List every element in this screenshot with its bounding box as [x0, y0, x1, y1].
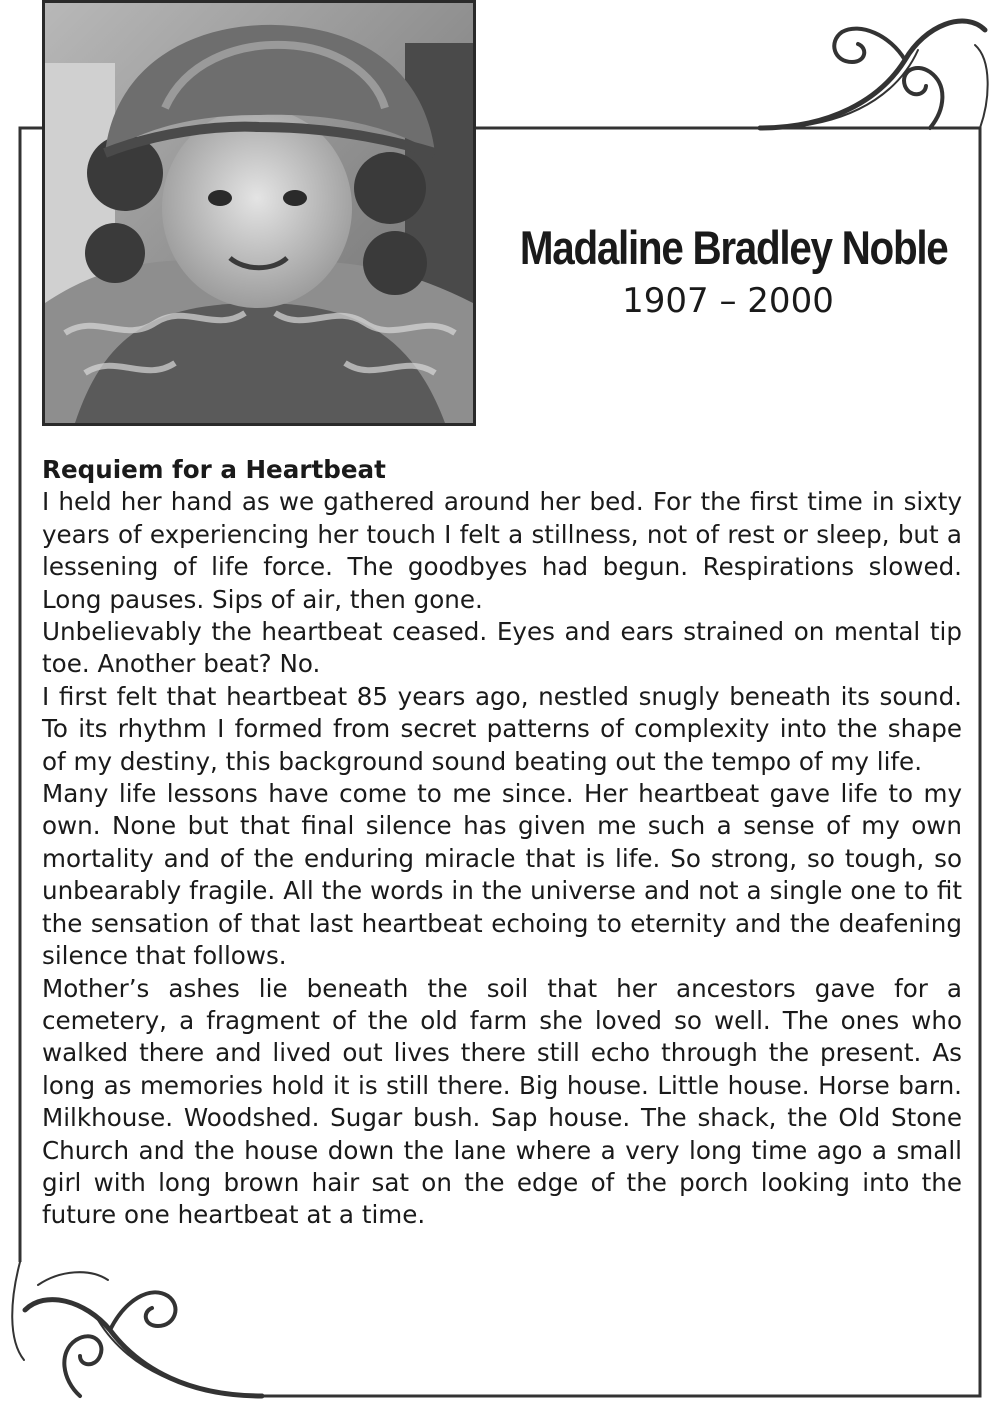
poem-title: Requiem for a Heartbeat	[42, 455, 386, 484]
portrait-photo	[42, 0, 476, 426]
poem-paragraph: I first felt that heartbeat 85 years ago, nestled snugly beneath its sound. To its rhythm I formed from secret patterns of complexity into the shape of my destiny, this background sound beating out the tempo of my life.	[42, 681, 962, 776]
poem-body	[42, 454, 962, 1232]
poem-paragraph: I held her hand as we gathered around her bed. For the first time in sixty years of experiencing her touch I felt a stillness, not of rest or sleep, but a lessening of life force. The goodbyes had begun. Respirations slowed. Long pauses. Sips of air, then gone.	[42, 487, 962, 614]
poem-paragraph: Mother’s ashes lie beneath the soil that her ancestors gave for a cemetery, a fragment of the old farm she loved so well. The ones who walked there and lived out lives there still echo through the present. As long as memories hold it is still there. Big house. Little house. Horse barn. Milkhouse. Woodshed. Sugar bush. Sap house. The shack, the Old Stone Church and the house down the lane where a very long time ago a small girl with long brown hair sat on the edge of the porch looking into the future one heartbeat at a time.	[42, 973, 962, 1230]
portrait-image-icon	[45, 3, 473, 423]
life-years: 1907 – 2000	[622, 281, 834, 321]
poem-paragraph: Many life lessons have come to me since. Her heartbeat gave life to my own. None but that final silence has given me such a sense of my own mortality and of the enduring miracle that is life. So strong, so tough, so unbearably fragile. All the words in the universe and not a single one to fit the sensation of that last heartbeat echoing to eternity and the deafening silence that follows.	[42, 779, 962, 971]
flourish-bottom-left-icon	[12, 1262, 262, 1396]
deceased-name: Madaline Bradley Noble	[519, 221, 948, 274]
poem-paragraph: Unbelievably the heartbeat ceased. Eyes and ears strained on mental tip toe. Another beat? No.	[42, 617, 962, 679]
flourish-top-right-icon	[760, 21, 988, 128]
title-block	[486, 220, 970, 321]
